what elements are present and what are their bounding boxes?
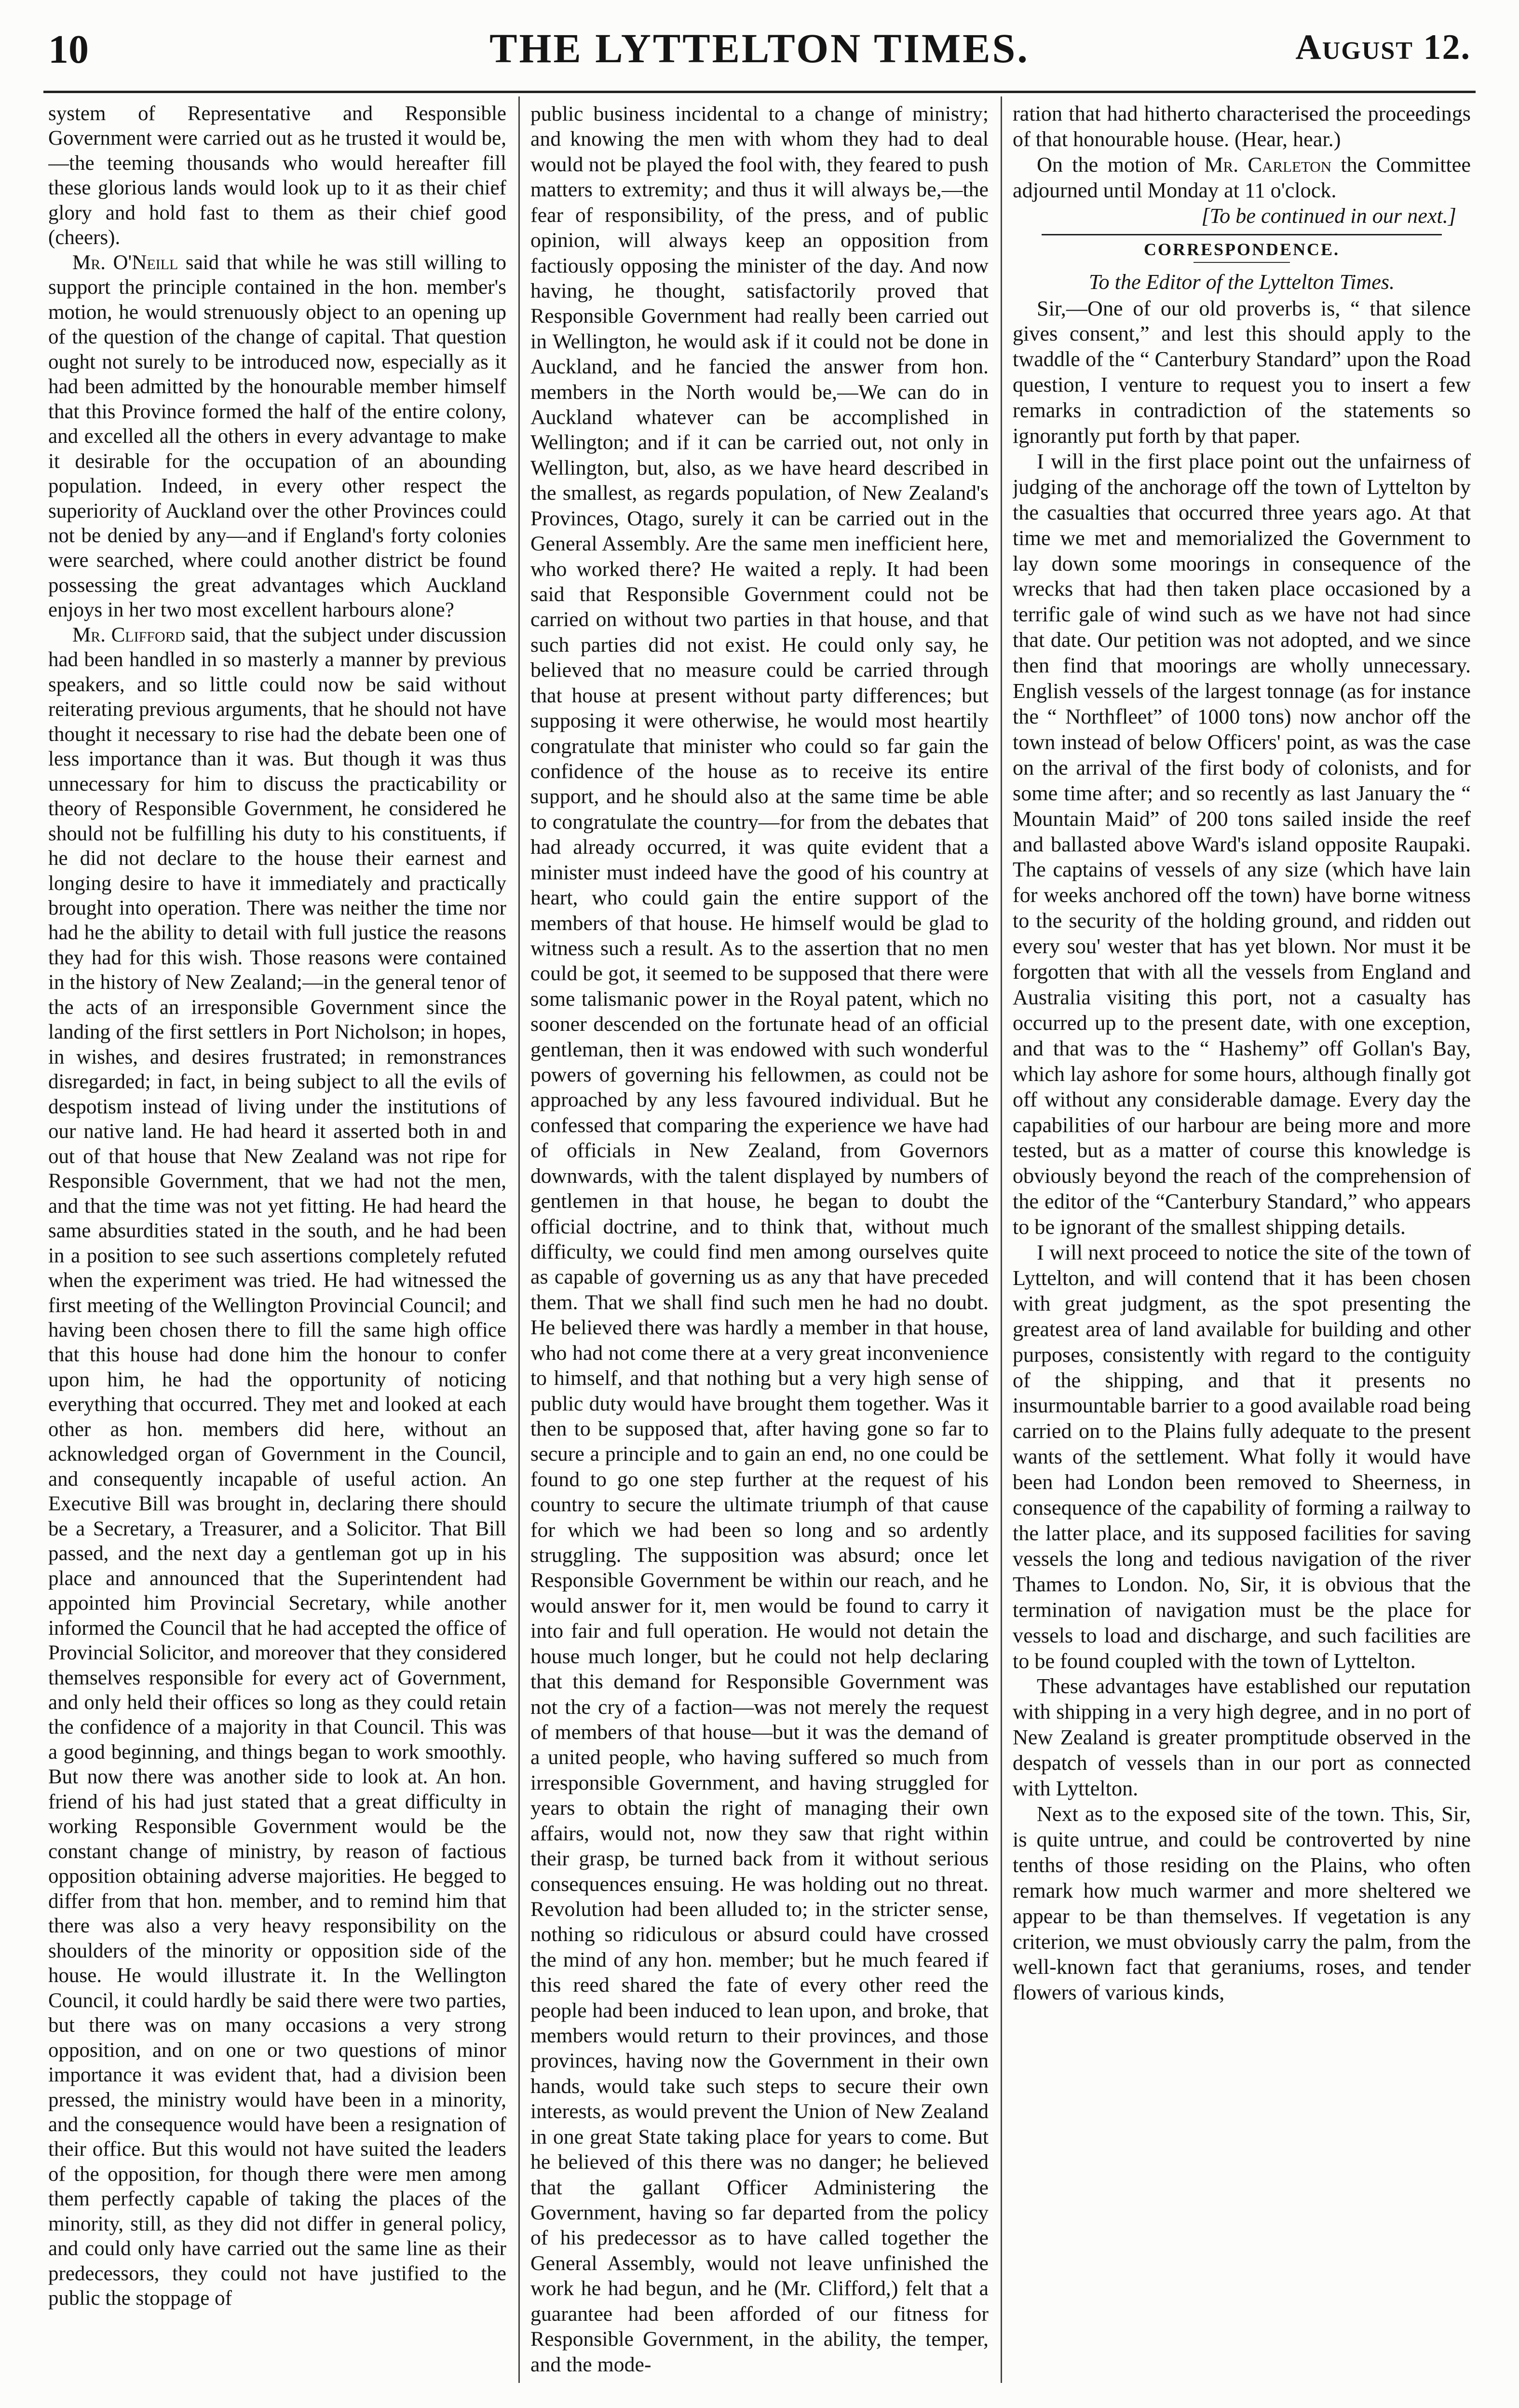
speaker-name: Mr. Carleton bbox=[1204, 152, 1332, 177]
paragraph bbox=[48, 623, 506, 2311]
letter-paragraph: I will in the first place point out the unfairness of judging of the anchorage off the town of Lyttelton by the casualties that occurred three years ago. At that time we met and memorialized the Government to lay down some moorings in consequence of the wrecks that had then taken place occasioned by a terrific gale of wind such as we have not had since that date. Our petition was not adopted, and we since then find that moorings are wholly unnecessary. English vessels of the largest tonnage (as for instance the “ Northfleet” of 1000 tons) now anchor off the town instead of below Officers' point, as was the case on the arrival of the first body of colonists, and for some time after; and so recently as last January the “ Mountain Maid” of 200 tons sailed inside the reef and ballasted above Ward's island opposite Raupaki. The captains of vessels of any size (which have lain for weeks anchored off the town) have borne witness to the security of the holding ground, and ridden out every sou' wester that has yet blown. Nor must it be forgotten that with all the vessels from England and Australia visiting this port, not a casualty has occurred up to the present date, with one exception, and that was to the “ Hashemy” off Gollan's Bay, which lay ashore for some hours, although finally got off without any considerable damage. Every day the capabilities of our harbour are being more and more tested, but as a matter of course this knowledge is obviously beyond the reach of the comprehension of the editor of the “Canterbury Standard,” who appears to be ignorant of the smallest shipping details. bbox=[1013, 449, 1471, 1239]
paragraph-text: ration that had hitherto characterised the proceedings of that honourable house. bbox=[1013, 102, 1471, 151]
paragraph-tail: (Hear, hear.) bbox=[1234, 127, 1341, 151]
column-divider bbox=[1001, 96, 1002, 2383]
speaker-name: Mr. O'Neill bbox=[72, 251, 178, 274]
paragraph: system of Representative and Responsible Government were carried out as he trusted it would be,—the teeming thousands who would hereafter fill these glorious lands would look up to it as their chief glory and hold fast to them as their chief good (cheers). bbox=[48, 102, 506, 249]
column-3 bbox=[1013, 101, 1471, 2378]
page-number: 10 bbox=[48, 27, 89, 72]
section-rule bbox=[1042, 234, 1442, 235]
letter-paragraph: Next as to the exposed site of the town. This, Sir, is quite untrue, and could be controverted by nine tenths of those residing on the Plains, who often remark how much warmer and more sheltered we appear to be than themselves. If vegetation is any criterion, we must obviously carry the palm, from the well-known fact that geraniums, roses, and tender flowers of various kinds, bbox=[1013, 1802, 1471, 2005]
column-2 bbox=[530, 101, 989, 2378]
title-underline bbox=[1194, 262, 1290, 263]
paragraph-text: said that while he was still willing to support the principle contained in the hon. member's motion, he would strenuously object to an opening up of the question of the change of capital. That question ought not surely to be introduced now, especially as it had been admitted by the honourable member himself that this Province formed the half of the entire colony, and excelled all the others in every advantage to make it desirable for the occupation of an abounding population. Indeed, in every other respect the superiority of Auckland over the other Provinces could not be denied by any—and if England's forty colonies were searched, where could another district be found possessing the great advantages which Auckland enjoys in her two most excellent harbours alone? bbox=[48, 251, 506, 622]
continued-note: [To be continued in our next.] bbox=[1201, 204, 1456, 228]
letter-paragraph: I will next proceed to notice the site of the town of Lyttelton, and will contend that it has been chosen with great judgment, as the spot presenting the greatest area of land available for building and other purposes, consistently with regard to the contiguity of the shipping, and that it presents no insurmountable barrier to a good available road being carried on to the Plains fully adequate to the present wants of the settlement. What folly it would have been had London been removed to Sheerness, in consequence of the capability of forming a railway to the latter place, and its supposed facilities for saving vessels the long and tedious navigation of the river Thames to London. No, Sir, it is obvious that the termination of navigation must be the place for vessels to load and discharge, and such facilities are to be found coupled with the town of Lyttelton. bbox=[1013, 1241, 1471, 1673]
column-divider bbox=[518, 96, 520, 2383]
paragraph bbox=[48, 250, 506, 623]
paragraph: public business incidental to a change of ministry; and knowing the men with whom they had to deal would not be played the fool with, they feared to push matters to extremity; and thus it will always be,—the fear of responsibility, of the press, and of public opinion, will always keep an opposition from factiously opposing the minister of the day. And now having, he thought, satisfactorily proved that Responsible Government had really been carried out in Wellington, he would ask if it could not be done in Auckland, and he fancied the answer from hon. members in the North would be,—We can do in Auckland whatever can be accomplished in Wellington; and if it can be carried out, not only in Wellington, but, also, as we have heard described in the smallest, as regards population, of New Zealand's Provinces, Otago, surely it can be carried out in the General Assembly. Are the same men inefficient here, who worked there? He waited a reply. It had been said that Responsible Government could not be carried on without two parties in that house, and that such parties did not exist. He could only say, he believed that no measure could be carried through that house at present without party differences; but supposing it were otherwise, he would most heartily congratulate that minister who could so far gain the confidence of the house as to receive its entire support, and he should also at the same time be able to congratulate the country—for from the debates that had already occurred, it was quite evident that a minister must indeed have the good of his country at heart, who could gain the entire support of the members of that house. He himself would be glad to witness such a result. As to the assertion that no men could be got, it seemed to be supposed that there were some talismanic power in the Royal patent, which no sooner descended on the fortunate head of an official gentleman, then it was endowed with such wonderful powers of governing his fellowmen, as could not be approached by any less favoured individual. But he confessed that comparing the experience we have had of officials in New Zealand, from Governors downwards, with the talent displayed by numbers of gentlemen in that house, he began to doubt the official doctrine, and to think that, without much difficulty, we could find men among ourselves quite as capable of governing us as any that have preceded them. That we shall find such men he had no doubt. He believed there was hardly a member in that house, who had not come there at a very great inconvenience to himself, and that nothing but a very high sense of public duty would have brought them together. Was it then to be supposed that, after having gone so far to secure a principle and to gain an end, no one could be found to go one step further at the request of his country to secure the ultimate triumph of that cause for which we had been so long and so ardently struggling. The supposition was absurd; once let Responsible Government be within our reach, and he would answer for it, men would be found to carry it into fair and full operation. He would not detain the house much longer, but he could not help declaring that this demand for Responsible Government was not the cry of a faction—was not merely the request of members of that house—but it was the demand of a united people, who having suffered so much from irresponsible Government, and having struggled for years to obtain the right of managing their own affairs, would not, now they saw that right within their grasp, be turned back from it without serious consequences ensuing. He was holding out no threat. Revolution had been alluded to; in the stricter sense, nothing so ridiculous or absurd could have crossed the mind of any hon. member; but he much feared if this reed shared the fate of every other reed the people had been induced to lean upon, and broke, that members would return to their provinces, and those provinces, having now the Government in their own hands, would take such steps to secure their own interests, as would prevent the Union of New Zealand in one great State taking place for years to come. But he believed of this there was no danger; he believed that the gallant Officer Administering the Government, having so far departed from the policy of his predecessor as to have called together the General Assembly, would not leave unfinished the work he had begun, and he (Mr. Clifford,) felt that a guarantee had been afforded of our fitness for Responsible Government, in the ability, the temper, and the mode- bbox=[530, 102, 989, 2376]
issue-date: August 12. bbox=[1295, 27, 1471, 67]
letter-paragraph: These advantages have established our reputation with shipping in a very high degree, and in no port of New Zealand is greater promptitude observed in the despatch of vessels than in our port as connected with Lyttelton. bbox=[1013, 1674, 1471, 1801]
paragraph bbox=[1013, 152, 1471, 204]
header-rule bbox=[43, 91, 1476, 93]
letter-paragraph: Sir,—One of our old proverbs is, “ that silence gives consent,” and lest this should apply to the twaddle of the “ Canterbury Standard” upon the Road question, I venture to request you to insert a few remarks in contradiction of the statements so ignorantly put forth by that paper. bbox=[1013, 296, 1471, 448]
letter-salutation: To the Editor of the Lyttelton Times. bbox=[1088, 270, 1395, 294]
motion-suffix: the Committee adjourned until Monday at 11 o'clock. bbox=[1013, 152, 1471, 202]
masthead bbox=[43, 24, 1476, 87]
paragraph bbox=[1013, 101, 1471, 152]
motion-prefix: On the motion of bbox=[1037, 152, 1195, 177]
newspaper-title: THE LYTTELTON TIMES. bbox=[489, 25, 1030, 71]
speaker-name: Mr. Clifford bbox=[72, 623, 186, 646]
section-title: CORRESPONDENCE. bbox=[1143, 239, 1340, 259]
paragraph-text: said, that the subject under discussion had been handled in so masterly a manner by previous speakers, and so little could now be said without reiterating previous arguments, that he should not have thought it necessary to rise had the debate been one of less importance than it was. But though it was thus unnecessary for him to discuss the practicability or theory of Responsible Government, he considered he should not be fulfilling his duty to his constituents, if he did not declare to the house their earnest and longing desire to have it immediately and practically brought into operation. There was neither the time nor had he the ability to detail with full justice the reasons they had for this wish. Those reasons were contained in the history of New Zealand;—in the general tenor of the acts of an irresponsible Government since the landing of the first settlers in Port Nicholson; in hopes, in wishes, and desires frustrated; in remonstrances disregarded; in fact, in being subject to all the evils of despotism instead of living under the institutions of our native land. He had heard it asserted both in and out of that house that New Zealand was not ripe for Responsible Government, that we had not the men, and that the time was not yet fitting. He had heard the same absurdities stated in the south, and he had been in a position to see such assertions completely refuted when the experiment was tried. He had witnessed the first meeting of the Wellington Provincial Council; and having been chosen there to fill the same high office that this house had done him the honour to confer upon him, he had the opportunity of noticing everything that occurred. They met and looked at each other as hon. members did here, without an acknowledged organ of Government in the Council, and consequently incapable of useful action. An Executive Bill was brought in, declaring there should be a Secretary, a Treasurer, and a Solicitor. That Bill passed, and the next day a gentleman got up in his place and announced that the Superintendent had appointed him Provincial Secretary, while another informed the Council that he had accepted the office of Provincial Solicitor, and moreover that they considered themselves responsible for every act of Government, and only held their offices so long as they could retain the confidence of a majority in that Council. This was a good beginning, and things began to work smoothly. But now there was another side to look at. An hon. friend of his had just stated that a great difficulty in working Responsible Government would be the constant change of ministry, by reason of factious opposition obtaining adverse majorities. He begged to differ from that hon. member, and to remind him that there was also a very heavy responsibility on the shoulders of the minority or opposition side of the house. He would illustrate it. In the Wellington Council, it could hardly be said there were two parties, but there was on many occasions a very strong opposition, and on one or two questions of minor importance it was evident that, had a division been pressed, the ministry would have been in a minority, and the consequence would have been a resignation of their office. But this would not have suited the leaders of the opposition, for though there were men among them perfectly capable of taking the places of the minority, still, as they did not differ in general policy, and could only have carried out the same line as their predecessors, they could not have justified to the public the stoppage of bbox=[48, 623, 506, 2310]
column-1 bbox=[48, 101, 506, 2378]
